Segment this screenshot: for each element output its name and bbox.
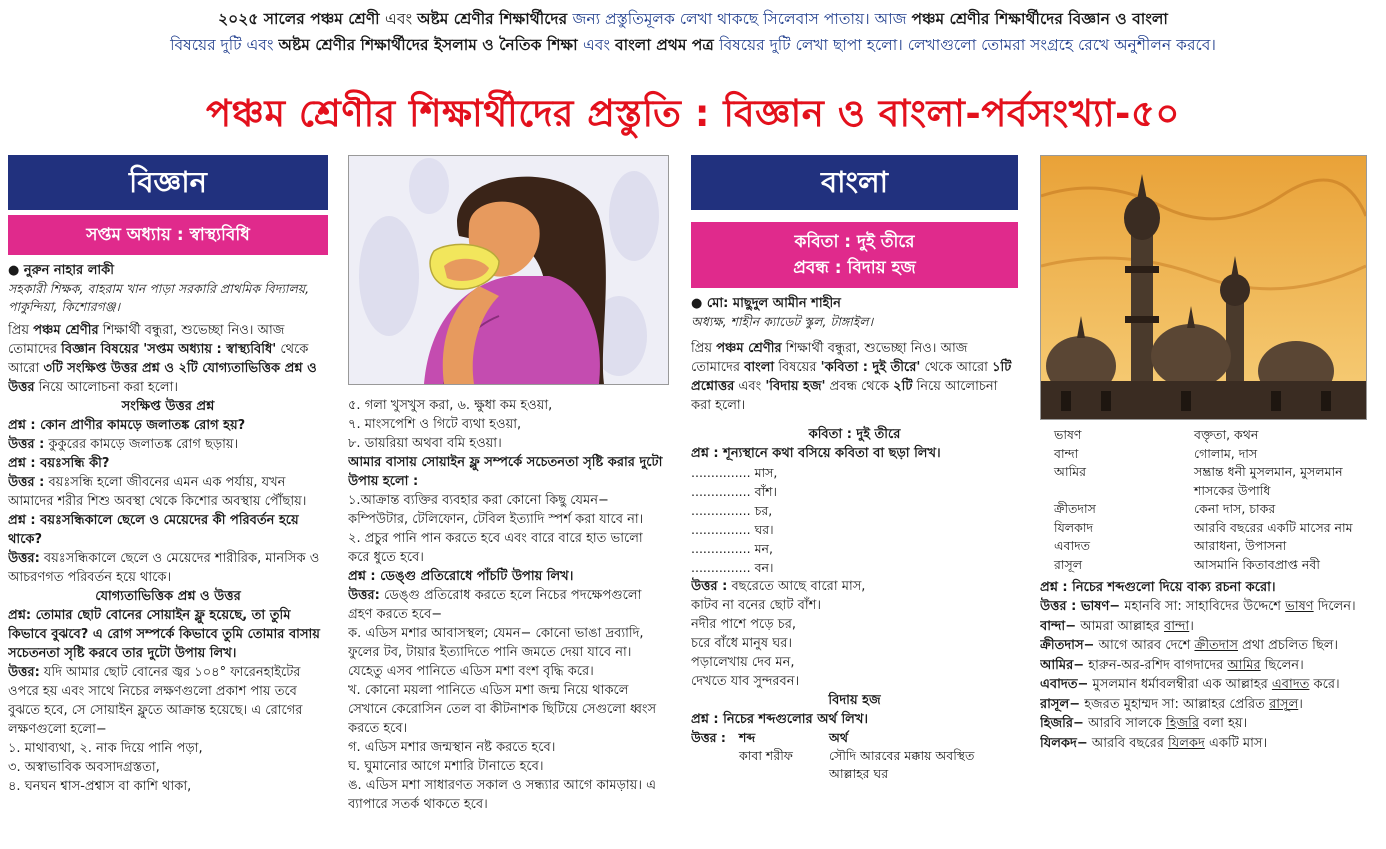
science-q3: প্রশ্ন : বয়ঃসন্ধিকালে ছেলে ও মেয়েদের কী পরিবর্তন হয়ে থাকে? (8, 513, 299, 547)
hajj-heading: বিদায় হজ (828, 693, 881, 708)
bangla-intro: প্রিয় পঞ্চম শ্রেণীর শিক্ষার্থী বন্ধুরা, শুভেচ্ছা নিও। আজ তোমাদের বাংলা বিষয়ের 'কবিতা : দুই তীরে' থেকে আরো ১টি প্রশ্নোত্তর এবং 'বিদায় হজ' প্রবন্ধ থেকে ২টি নিয়ে আলোচনা করা হলো। (691, 341, 1012, 413)
sentence-underlined-word: এবাদত (1271, 677, 1310, 692)
bangla-subject-banner: বাংলা (691, 155, 1018, 210)
vocab-meaning: গোলাম, দাস (1194, 445, 1258, 461)
vocab-word: বান্দা (1054, 445, 1079, 461)
sentence-text: হারুন-অর-রশিদ বাগদাদের (1084, 657, 1228, 673)
sentence-underlined-word: যিলকদ (1168, 735, 1205, 751)
blank-line: ............... মন, (691, 541, 773, 556)
fill-blank-question: প্রশ্ন : শূন্যস্থানে কথা বসিয়ে কবিতা বা ছড়া লিখ। (691, 446, 941, 461)
science-column (8, 155, 328, 849)
intro-segment: অষ্টম শ্রেণীর শিক্ষার্থীদের (417, 10, 573, 28)
symptom-5: ৭. মাংসপেশি ও গিটে ব্যথা হওয়া, (348, 417, 522, 432)
sentence-text: মুসলমান ধর্মাবলম্বীরা এক আল্লাহর (1088, 677, 1272, 692)
vocab-table (1054, 426, 1370, 574)
intro-segment: বিষয়ের দুটি লেখা ছাপা হলো। লেখাগুলো তোমরা সংগ্রহে রেখে অনুশীলন করবে। (719, 36, 1216, 54)
sentence-text: বলা হয়। (1199, 716, 1248, 731)
vocab-word: ক্রীতদাস (1054, 501, 1096, 516)
dengue-step-5: ঙ. এডিস মশা সাধারণত সকাল ও সন্ধ্যার আগে কামড়ায়। এ ব্যাপারে সতর্ক থাকতে হবে। (348, 778, 657, 812)
blank-line: ............... মাস, (691, 465, 778, 480)
science-continued-column (348, 396, 668, 849)
intro-line-1 (10, 6, 1376, 32)
symptom-1: ১. মাথাব্যথা, ২. নাক দিয়ে পানি পড়া, (8, 741, 203, 756)
sentence-text: দিলেন। (1313, 599, 1356, 614)
intro-segment: পঞ্চম শ্রেণীর শিক্ষার্থীদের বিজ্ঞান ও বাংলা (911, 10, 1168, 28)
poem-answer-line: উত্তর : বছরেতে আছে বারো মাস, (691, 579, 866, 594)
awareness-2: ২. প্রচুর পানি পান করতে হবে এবং বারে বারে হাত ভালো করে ধুতে হবে। (348, 531, 643, 565)
poem-answer-line: নদীর পাশে পড়ে চর, (691, 617, 796, 632)
girl-coughing-illustration (348, 155, 669, 385)
sentence-text: একটি মাস। (1204, 735, 1268, 751)
vocab-meaning: আসমানি কিতাবপ্রাপ্ত নবী (1194, 556, 1320, 572)
sentence-question: প্রশ্ন : নিচের শব্দগুলো দিয়ে বাক্য রচনা করো। (1040, 580, 1276, 595)
awareness-heading: আমার বাসায় সোয়াইন ফ্লু সম্পর্কে সচেতনতা সৃষ্টি করার দুটো উপায় হলো : (348, 455, 663, 489)
intro-segment: এবং (582, 36, 616, 54)
intro-segment: এবং (385, 10, 418, 28)
dengue-step-4: ঘ. ঘুমানোর আগে মশারি টানাতে হবে। (348, 759, 544, 774)
poem-answer-line: কাটব না বনের ছোট বাঁশ। (691, 598, 821, 613)
blank-line: ............... বাঁশ। (691, 484, 778, 499)
meaning-header: অর্থ (829, 730, 848, 745)
short-question-heading: সংক্ষিপ্ত উত্তর প্রশ্ন (121, 399, 215, 414)
awareness-1: ১.আক্রান্ত ব্যক্তির ব্যবহার করা কোনো কিছু যেমন− কম্পিউটার, টেলিফোন, টেবিল ইত্যাদি স্পর্শ করা যাবে না। (348, 493, 644, 527)
word-header: শব্দ (739, 730, 756, 745)
sentence-text: হজরত মুহাম্মদ সা: আল্লাহর প্রেরিত (1080, 696, 1270, 712)
page-headline: পঞ্চম শ্রেণীর শিক্ষার্থীদের প্রস্তুতি : বিজ্ঞান ও বাংলা-পর্বসংখ্যা-৫০ (206, 92, 1180, 135)
science-q4: প্রশ্ন: তোমার ছোট বোনের সোয়াইন ফ্লু হয়েছে, তা তুমি কিভাবে বুঝবে? এ রোগ সম্পর্কে কিভাবে তুমি তোমার বাসায় সচেতনতা সৃষ্টি করবে তার দুটো উপায় লিখ। (8, 608, 320, 661)
girl-coughing-icon (349, 156, 668, 384)
vocab-column (1040, 426, 1370, 849)
vocab-word: রাসূল (1054, 556, 1083, 572)
sentence-text: করে। (1309, 677, 1340, 692)
science-subject-banner: বিজ্ঞান (8, 155, 328, 210)
meaning-question: প্রশ্ন : নিচের শব্দগুলোর অর্থ লিখ। (691, 712, 869, 727)
science-a5: উত্তর: ডেঙ্গু প্রতিরোধ করতে হলে নিচের পদক্ষেপগুলো গ্রহণ করতে হবে− (348, 588, 642, 622)
sentence-underlined-word: হিজরি (1165, 716, 1200, 731)
sentence-item (1040, 675, 1370, 695)
vocab-meaning: বক্তৃতা, কথন (1194, 427, 1259, 442)
vocab-meaning: সম্ভ্রান্ত ধনী মুসলমান, মুসলমান শাসকের উপাধি (1194, 464, 1343, 498)
sentence-item (1040, 734, 1370, 754)
meaning-table (691, 729, 1018, 783)
intro-line-2 (10, 32, 1376, 58)
intro-segment: বাংলা প্রথম পত্র (615, 36, 720, 54)
mosque-icon (1041, 156, 1366, 419)
sentence-underlined-word: ভাষণ (1285, 599, 1314, 614)
symptom-2: ৩. অস্বাভাবিক অবসাদগ্রস্ততা, (8, 760, 160, 775)
vocab-word: এবাদত (1054, 538, 1091, 553)
science-a2: উত্তর : বয়ঃসন্ধি হলো জীবনের এমন এক পর্যায়, যখন আমাদের শরীর শিশু অবস্থা থেকে কিশোর অবস্থায় পৌঁছায়। (8, 475, 307, 509)
sentence-underlined-word: রাসূল (1269, 696, 1299, 712)
sentence-word: ক্রীতদাস− (1040, 638, 1095, 653)
bangla-author: ● মো: মাছুদুল আমীন শাহীন (691, 296, 841, 311)
science-a4: উত্তর: যদি আমার ছোট বোনের জ্বর ১০৪° ফারেনহাইটের ওপরে হয় এবং সাথে নিচের লক্ষণগুলো প্রকাশ পায় তবে বুঝতে হবে, সে সোয়াইন ফ্লুতে আক্রান্ত হয়েছে। এ রোগের লক্ষণগুলো হলো− (8, 665, 303, 737)
intro-segment: জন্য প্রস্তুতিমূলক লেখা থাকছে সিলেবাস পাতায়। আজ (572, 10, 912, 28)
answer-label: উত্তর : (691, 730, 726, 745)
science-q2: প্রশ্ন : বয়ঃসন্ধি কী? (8, 456, 110, 471)
symptom-4: ৫. গলা খুসখুস করা, ৬. ক্ষুধা কম হওয়া, (348, 398, 553, 413)
poem-answer-line: দেখতে যাব সুন্দরবন। (691, 674, 800, 689)
blank-line: ............... বন। (691, 560, 774, 575)
vocab-word: যিলকাদ (1054, 519, 1094, 535)
dengue-step-3: গ. এডিস মশার জন্মস্থান নষ্ট করতে হবে। (348, 740, 556, 755)
sentence-item (1040, 597, 1370, 617)
sentence-item (1040, 714, 1370, 734)
sentence-word: হিজরি− (1040, 716, 1084, 731)
science-a3: উত্তর: বয়ঃসন্ধিকালে ছেলে ও মেয়েদের শারীরিক, মানসিক ও আচরণগত পরিবর্তন হয়ে থাকে। (8, 551, 320, 585)
sentence-text: আগে আরব দেশে (1094, 638, 1195, 653)
intro-segment: ২০২৫ সালের (218, 10, 311, 28)
poem-answer-line: চরে বাঁধে মানুষ ঘর। (691, 636, 793, 651)
symptom-3: ৪. ঘনঘন শ্বাস-প্রশ্বাস বা কাশি থাকা, (8, 779, 192, 794)
vocab-meaning: কেনা দাস, চাকর (1194, 501, 1276, 516)
blank-line: ............... ঘর। (691, 522, 774, 537)
sentence-text: আরবি সালকে (1083, 716, 1166, 731)
symptom-6: ৮. ডায়রিয়া অথবা বমি হওয়া। (348, 436, 502, 451)
sentence-item (1040, 695, 1370, 715)
sentence-text: মহানবি সা: সাহাবিদের উদ্দেশে (1120, 599, 1286, 614)
intro-segment: বিষয়ের দুটি এবং (170, 36, 279, 54)
sentence-word: এবাদত− (1040, 677, 1089, 692)
bangla-topic-poem: কবিতা : দুই তীরে (794, 232, 915, 252)
sentence-underlined-word: আমির (1227, 657, 1261, 673)
intro-segment: পঞ্চম শ্রেণী (310, 10, 386, 28)
sentence-word: রাসূল− (1040, 696, 1081, 712)
vocab-meaning: আরবি বছরের একটি মাসের নাম (1194, 519, 1353, 535)
kaba-meaning: সৌদি আরবের মক্কায় অবস্থিত আল্লাহর ঘর (829, 748, 975, 781)
science-author: ● নুরুন নাহার লাকী (8, 263, 114, 278)
kaba-word: কাবা শরীফ (739, 748, 793, 763)
poem-heading: কবিতা : দুই তীরে (808, 427, 901, 442)
sentence-list (1040, 597, 1370, 753)
science-a1: উত্তর : কুকুরের কামড়ে জলাতঙ্ক রোগ ছড়ায়। (8, 437, 239, 452)
blank-lines (691, 463, 1018, 577)
bangla-author-designation: অধ্যক্ষ, শাহীন ক্যাডেট স্কুল, টাঙ্গাইল। (691, 314, 874, 329)
vocab-word: আমির (1054, 464, 1086, 479)
science-chapter-banner: সপ্তম অধ্যায় : স্বাস্থ্যবিধি (8, 215, 328, 255)
bangla-topic-essay: প্রবন্ধ : বিদায় হজ (793, 258, 916, 278)
sentence-underlined-word: বান্দা (1163, 618, 1190, 634)
sentence-word: আমির− (1040, 657, 1085, 673)
blank-line: ............... চর, (691, 503, 773, 518)
vocab-meaning: আরাধনা, উপাসনা (1194, 538, 1287, 553)
mosque-illustration (1040, 155, 1367, 420)
bangla-column (691, 155, 1018, 849)
sentence-text: । (1298, 696, 1303, 712)
poem-answer-line: পড়ালেখায় দেব মন, (691, 655, 795, 670)
vocab-word: ভাষণ (1054, 427, 1082, 442)
sentence-text: আমরা আল্লাহর (1076, 618, 1164, 634)
sentence-text: আরবি বছরের (1087, 735, 1169, 751)
sentence-underlined-word: ক্রীতদাস (1194, 638, 1238, 653)
science-q1: প্রশ্ন : কোন প্রাণীর কামড়ে জলাতঙ্ক রোগ হয়? (8, 418, 246, 433)
sentence-item (1040, 617, 1370, 637)
sentence-word: উত্তর : ভাষণ− (1040, 599, 1121, 614)
sentence-text: । (1189, 618, 1194, 634)
science-intro: প্রিয় পঞ্চম শ্রেণীর শিক্ষার্থী বন্ধুরা, শুভেচ্ছা নিও। আজ তোমাদের বিজ্ঞান বিষয়ের 'সপ্তম অধ্যায় : স্বাস্থ্যবিধি' থেকে আরো ৩টি সংক্ষিপ্ত উত্তর প্রশ্ন ও ২টি যোগ্যতাভিত্তিক প্রশ্ন ও উত্তর নিয়ে আলোচনা করা হলো। (8, 323, 317, 395)
competency-heading: যোগ্যতাভিত্তিক প্রশ্ন ও উত্তর (95, 589, 241, 604)
sentence-text: প্রথা প্রচলিত ছিল। (1237, 638, 1339, 653)
sentence-text: ছিলেন। (1260, 657, 1304, 673)
sentence-item (1040, 636, 1370, 656)
sentence-word: বান্দা− (1040, 618, 1077, 634)
sentence-word: যিলকদ− (1040, 735, 1088, 751)
dengue-step-1: ক. এডিস মশার আবাসস্থল; যেমন− কোনো ভাঙা দ্রব্যাদি, ফুলের টব, টায়ার ইত্যাদিতে পানি জমতে দেয়া যাবে না। যেহেতু এসব পানিতে এডিস মশা বংশ বৃদ্ধি করে। (348, 626, 644, 679)
sentence-item (1040, 656, 1370, 676)
intro-segment: অষ্টম শ্রেণীর শিক্ষার্থীদের ইসলাম ও নৈতিক শিক্ষা (278, 36, 583, 54)
science-q5: প্রশ্ন : ডেঙ্গু প্রতিরোধে পাঁচটি উপায় লিখ। (348, 569, 574, 584)
bangla-topic-banner (691, 222, 1018, 288)
science-author-designation: সহকারী শিক্ষক, বাহরাম খান পাড়া সরকারি প্রাথমিক বিদ্যালয়, পাকুন্দিয়া, কিশোরগঞ্জ। (8, 281, 310, 314)
dengue-step-2: খ. কোনো ময়লা পানিতে এডিস মশা জন্ম নিয়ে থাকলে সেখানে কেরোসিন তেল বা কীটনাশক ছিটিয়ে সেগুলো ধ্বংস করতে হবে। (348, 683, 657, 736)
poem-answer (691, 577, 1018, 691)
